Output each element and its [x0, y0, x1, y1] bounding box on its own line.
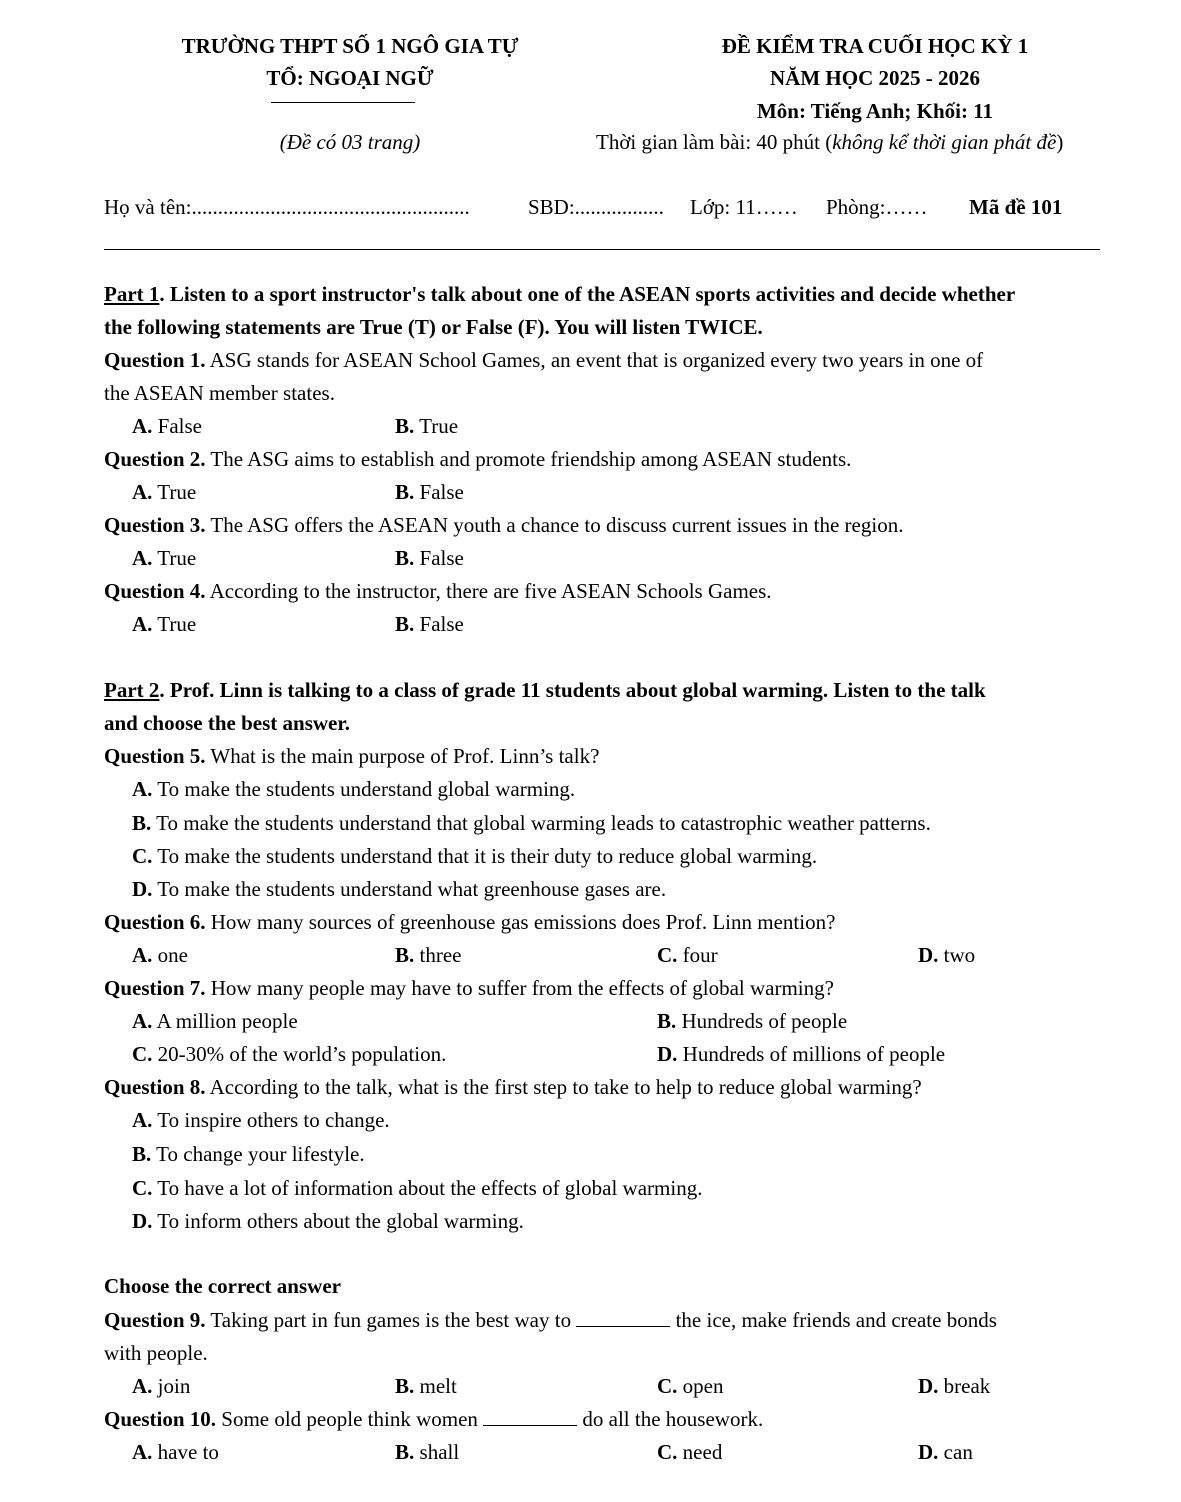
- q9-option-a[interactable]: A. join: [132, 1374, 191, 1398]
- part2-instruction-line2: and choose the best answer.: [104, 711, 350, 735]
- question-8: Question 8. According to the talk, what is the first step to take to help to reduce global warming?: [104, 1075, 922, 1099]
- part1-instruction: Part 1. Listen to a sport instructor's talk about one of the ASEAN sports activities and decide whether: [104, 282, 1016, 306]
- q3-option-a[interactable]: A. True: [132, 546, 197, 570]
- q6-option-c[interactable]: C. four: [657, 943, 718, 967]
- question-4: Question 4. According to the instructor, there are five ASEAN Schools Games.: [104, 579, 772, 603]
- q3-option-b[interactable]: B. False: [395, 546, 464, 570]
- q10-option-d[interactable]: D. can: [918, 1440, 973, 1464]
- q7-option-c[interactable]: C. 20-30% of the world’s population.: [132, 1042, 447, 1066]
- q5-option-d[interactable]: D. To make the students understand what greenhouse gases are.: [132, 877, 667, 901]
- room-field[interactable]: Phòng:……: [826, 195, 928, 219]
- exam-title: ĐỀ KIỂM TRA CUỐI HỌC KỲ 1: [721, 34, 1029, 58]
- time-line: Thời gian làm bài: 40 phút (không kể thời gian phát đề): [596, 130, 1064, 154]
- student-name-field[interactable]: Họ và tên:.....................................................: [104, 195, 470, 219]
- question-1: Question 1. ASG stands for ASEAN School Games, an event that is organized every two years in one of: [104, 348, 984, 372]
- q8-option-c[interactable]: C. To have a lot of information about the effects of global warming.: [132, 1176, 703, 1200]
- part3-heading: Choose the correct answer: [104, 1274, 341, 1298]
- q1-option-b[interactable]: B. True: [395, 414, 459, 438]
- q8-option-b[interactable]: B. To change your lifestyle.: [132, 1142, 365, 1166]
- question-9-line2: with people.: [104, 1341, 208, 1365]
- class-field[interactable]: Lớp: 11……: [690, 195, 798, 219]
- q9-option-d[interactable]: D. break: [918, 1374, 991, 1398]
- q5-option-c[interactable]: C. To make the students understand that it is their duty to reduce global warming.: [132, 844, 818, 868]
- q2-option-b[interactable]: B. False: [395, 480, 464, 504]
- question-5: Question 5. What is the main purpose of Prof. Linn’s talk?: [104, 744, 600, 768]
- q6-option-d[interactable]: D. two: [918, 943, 976, 967]
- pages-note: (Đề có 03 trang): [279, 130, 421, 154]
- school-year: NĂM HỌC 2025 - 2026: [770, 66, 980, 90]
- q7-option-d[interactable]: D. Hundreds of millions of people: [657, 1042, 946, 1066]
- info-divider: [104, 249, 1100, 250]
- q6-option-b[interactable]: B. three: [395, 943, 462, 967]
- q9-option-c[interactable]: C. open: [657, 1374, 724, 1398]
- q10-option-a[interactable]: A. have to: [132, 1440, 219, 1464]
- question-7: Question 7. How many people may have to suffer from the effects of global warming?: [104, 976, 834, 1000]
- department-name: TỔ: NGOẠI NGỮ: [266, 66, 434, 90]
- q7-option-a[interactable]: A. A million people: [132, 1009, 298, 1033]
- question-1-line2: the ASEAN member states.: [104, 381, 335, 405]
- q10-option-b[interactable]: B. shall: [395, 1440, 460, 1464]
- part2-instruction: Part 2. Prof. Linn is talking to a class of grade 11 students about global warming. Listen to the talk: [104, 678, 986, 702]
- q7-option-b[interactable]: B. Hundreds of people: [657, 1009, 848, 1033]
- q1-option-a[interactable]: A. False: [132, 414, 202, 438]
- sbd-field[interactable]: SBD:.................: [528, 195, 664, 219]
- q10-blank[interactable]: [483, 1405, 577, 1426]
- exam-code: Mã đề 101: [969, 195, 1063, 219]
- q9-blank[interactable]: [576, 1306, 670, 1327]
- q2-option-a[interactable]: A. True: [132, 480, 197, 504]
- q4-option-b[interactable]: B. False: [395, 612, 464, 636]
- q8-option-a[interactable]: A. To inspire others to change.: [132, 1108, 390, 1132]
- question-2: Question 2. The ASG aims to establish and promote friendship among ASEAN students.: [104, 447, 852, 471]
- q6-option-a[interactable]: A. one: [132, 943, 188, 967]
- q4-option-a[interactable]: A. True: [132, 612, 197, 636]
- q8-option-d[interactable]: D. To inform others about the global warming.: [132, 1209, 524, 1233]
- part1-instruction-line2: the following statements are True (T) or False (F). You will listen TWICE.: [104, 315, 763, 339]
- q5-option-b[interactable]: B. To make the students understand that global warming leads to catastrophic weather patterns.: [132, 811, 931, 835]
- question-10: Question 10. Some old people think women do all the housework.: [104, 1407, 764, 1431]
- question-6: Question 6. How many sources of greenhouse gas emissions does Prof. Linn mention?: [104, 910, 836, 934]
- q10-option-c[interactable]: C. need: [657, 1440, 723, 1464]
- header-divider: [271, 102, 415, 103]
- question-3: Question 3. The ASG offers the ASEAN youth a chance to discuss current issues in the region.: [104, 513, 904, 537]
- subject-line: Môn: Tiếng Anh; Khối: 11: [756, 99, 994, 123]
- q9-option-b[interactable]: B. melt: [395, 1374, 457, 1398]
- question-9: Question 9. Taking part in fun games is the best way to the ice, make friends and create bonds: [104, 1308, 997, 1332]
- school-name: TRƯỜNG THPT SỐ 1 NGÔ GIA TỰ: [181, 34, 519, 58]
- q5-option-a[interactable]: A. To make the students understand global warming.: [132, 777, 576, 801]
